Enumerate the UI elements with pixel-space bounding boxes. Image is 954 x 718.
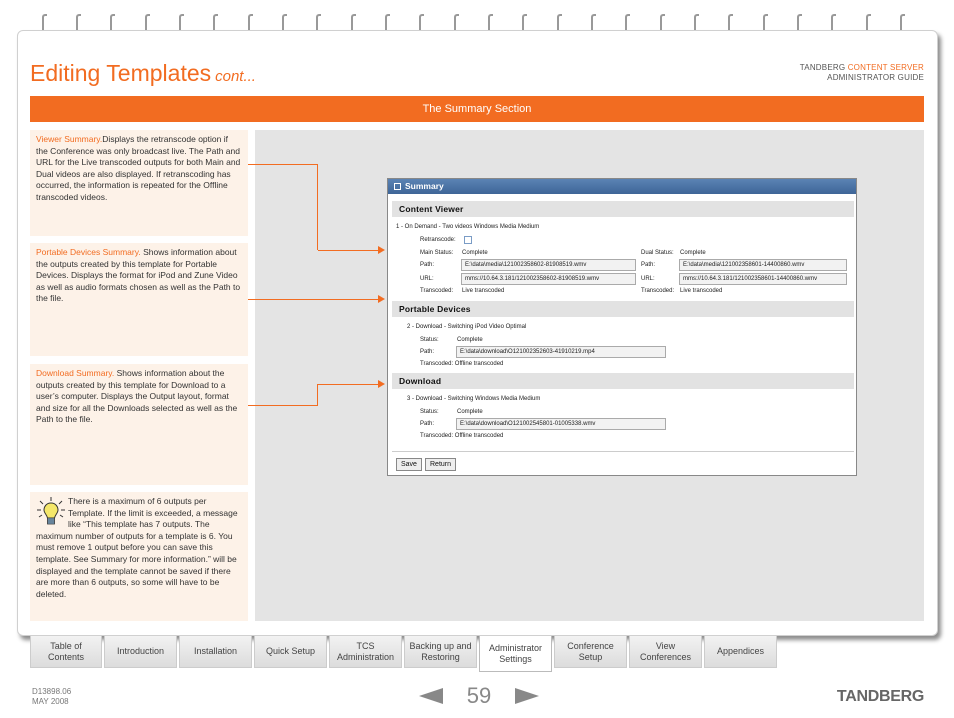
connector-viewer — [248, 164, 318, 250]
doc-date: MAY 2008 — [32, 697, 69, 706]
dual-transcoded-value: Live transcoded — [680, 288, 723, 294]
dual-url-field: mms://10.64.3.181/121002358601-14400860.wmv — [679, 273, 847, 285]
brand-highlight: CONTENT SERVER — [847, 63, 924, 72]
dual-url-label: URL: — [641, 276, 655, 282]
dual-path-field: E:\data\media\121002358601-14400860.wmv — [679, 259, 847, 271]
download-status-label: Status: — [420, 409, 439, 415]
connector-download — [248, 384, 318, 406]
retranscode-checkbox[interactable] — [464, 236, 472, 244]
content-viewer-item: 1 - On Demand - Two videos Windows Media Medium — [396, 224, 540, 230]
tab-administrator-settings[interactable]: Administrator Settings — [479, 636, 552, 672]
brand-block — [800, 63, 924, 83]
portable-path-label: Path: — [420, 349, 435, 355]
dual-status-value: Complete — [680, 250, 706, 256]
download-transcoded: Transcoded: Offline transcoded — [420, 433, 504, 439]
retranscode-label: Retranscode: — [420, 237, 456, 243]
note-portable-highlight: Portable Devices Summary. — [36, 247, 141, 257]
note-viewer-summary — [30, 130, 248, 236]
tandberg-logo: TANDBERG — [836, 688, 924, 705]
summary-window — [387, 178, 857, 476]
note-viewer-text: Displays the retranscode option if the Conference was only broadcast live. The Path and URL for the Live transcoded outputs for both Main and Dual videos are also displayed. If retranscoding has occurred, the information is repeated for the Offline transcoded videos. — [36, 134, 241, 202]
main-status-value: Complete — [462, 250, 488, 256]
dual-transcoded-label: Transcoded: — [641, 288, 675, 294]
tab-table-of-contents[interactable]: Table of Contents — [30, 636, 102, 668]
main-url-field: mms://10.64.3.181/121002358602-81908519.wmv — [461, 273, 636, 285]
summary-window-titlebar — [388, 179, 856, 194]
tab-conference-setup[interactable]: Conference Setup — [554, 636, 627, 668]
summary-window-title: Summary — [405, 181, 444, 191]
page-navigation — [419, 684, 539, 710]
brand-line2: ADMINISTRATOR GUIDE — [827, 73, 924, 82]
tab-quick-setup[interactable]: Quick Setup — [254, 636, 327, 668]
document-id — [32, 687, 71, 707]
download-item: 3 - Download - Switching Windows Media Medium — [407, 396, 541, 402]
main-path-field: E:\data\media\121002358602-81908519.wmv — [461, 259, 636, 271]
next-page-arrow-icon[interactable] — [515, 688, 539, 704]
divider — [392, 451, 854, 452]
tab-tcs-administration[interactable]: TCS Administration — [329, 636, 402, 668]
doc-id: D13898.06 — [32, 687, 72, 696]
connector-viewer-tail — [318, 250, 378, 251]
arrow-right-icon — [378, 380, 385, 388]
arrow-right-icon — [378, 295, 385, 303]
note-download-text: Shows information about the outputs created by this template for Download to a user’s computer. Displays the Output layout, format and size for all the Downloads selected as well as the Path to the file. — [36, 368, 238, 425]
portable-path-field: E:\data\download\O121002352603-41910219.mp4 — [456, 346, 666, 358]
download-path-field: E:\data\download\O121002545801-01005338.wmv — [456, 418, 666, 430]
lightbulb-icon — [36, 496, 66, 528]
page-title-text: Editing Templates — [30, 60, 212, 86]
connector-portable — [248, 299, 378, 300]
previous-page-arrow-icon[interactable] — [419, 688, 443, 704]
collapse-icon[interactable] — [394, 183, 401, 190]
note-tip — [30, 492, 248, 621]
note-download-highlight: Download Summary. — [36, 368, 115, 378]
page-title — [30, 60, 256, 87]
connector-download-tail — [318, 384, 378, 385]
note-portable-text: Shows information about the outputs created by this template for Portable Devices. Displays the format for iPod and Zune Video as well as audio formats chosen as well as the Path to the file. — [36, 247, 241, 304]
tab-installation[interactable]: Installation — [179, 636, 252, 668]
main-url-label: URL: — [420, 276, 434, 282]
section-download: Download — [392, 373, 854, 389]
tab-view-conferences[interactable]: View Conferences — [629, 636, 702, 668]
note-tip-text: There is a maximum of 6 outputs per Template. If the limit is exceeded, a message like “This template has 7 outputs. The maximum number of outputs for a template is 6. You must remove 1 output before you can save this template. See Summary for more information.” will be displayed and the template cannot be saved if there are more than 6 outputs, so some will have to be deleted. — [36, 496, 238, 599]
return-button[interactable]: Return — [425, 458, 456, 471]
portable-status-value: Complete — [457, 337, 483, 343]
portable-transcoded: Transcoded: Offline transcoded — [420, 361, 504, 367]
main-path-label: Path: — [420, 262, 435, 268]
page-title-suffix: cont... — [215, 68, 256, 85]
section-banner: The Summary Section — [30, 96, 924, 122]
note-viewer-highlight: Viewer Summary. — [36, 134, 103, 144]
tab-introduction[interactable]: Introduction — [104, 636, 177, 668]
arrow-right-icon — [378, 246, 385, 254]
tab-backing-up-and-restoring[interactable]: Backing up and Restoring — [404, 636, 477, 668]
note-download-summary — [30, 364, 248, 485]
download-path-label: Path: — [420, 421, 435, 427]
dual-status-label: Dual Status: — [641, 250, 674, 256]
portable-status-label: Status: — [420, 337, 439, 343]
main-transcoded-value: Live transcoded — [462, 288, 505, 294]
tab-appendices[interactable]: Appendices — [704, 636, 777, 668]
save-button[interactable]: Save — [396, 458, 422, 471]
portable-item: 2 - Download - Switching iPod Video Optimal — [407, 324, 527, 330]
download-status-value: Complete — [457, 409, 483, 415]
section-content-viewer: Content Viewer — [392, 201, 854, 217]
main-status-label: Main Status: — [420, 250, 454, 256]
note-portable-summary — [30, 243, 248, 356]
dual-path-label: Path: — [641, 262, 656, 268]
page-number: 59 — [466, 683, 492, 708]
brand-prefix: TANDBERG — [799, 63, 846, 72]
main-transcoded-label: Transcoded: — [420, 288, 454, 294]
section-portable-devices: Portable Devices — [392, 301, 854, 317]
